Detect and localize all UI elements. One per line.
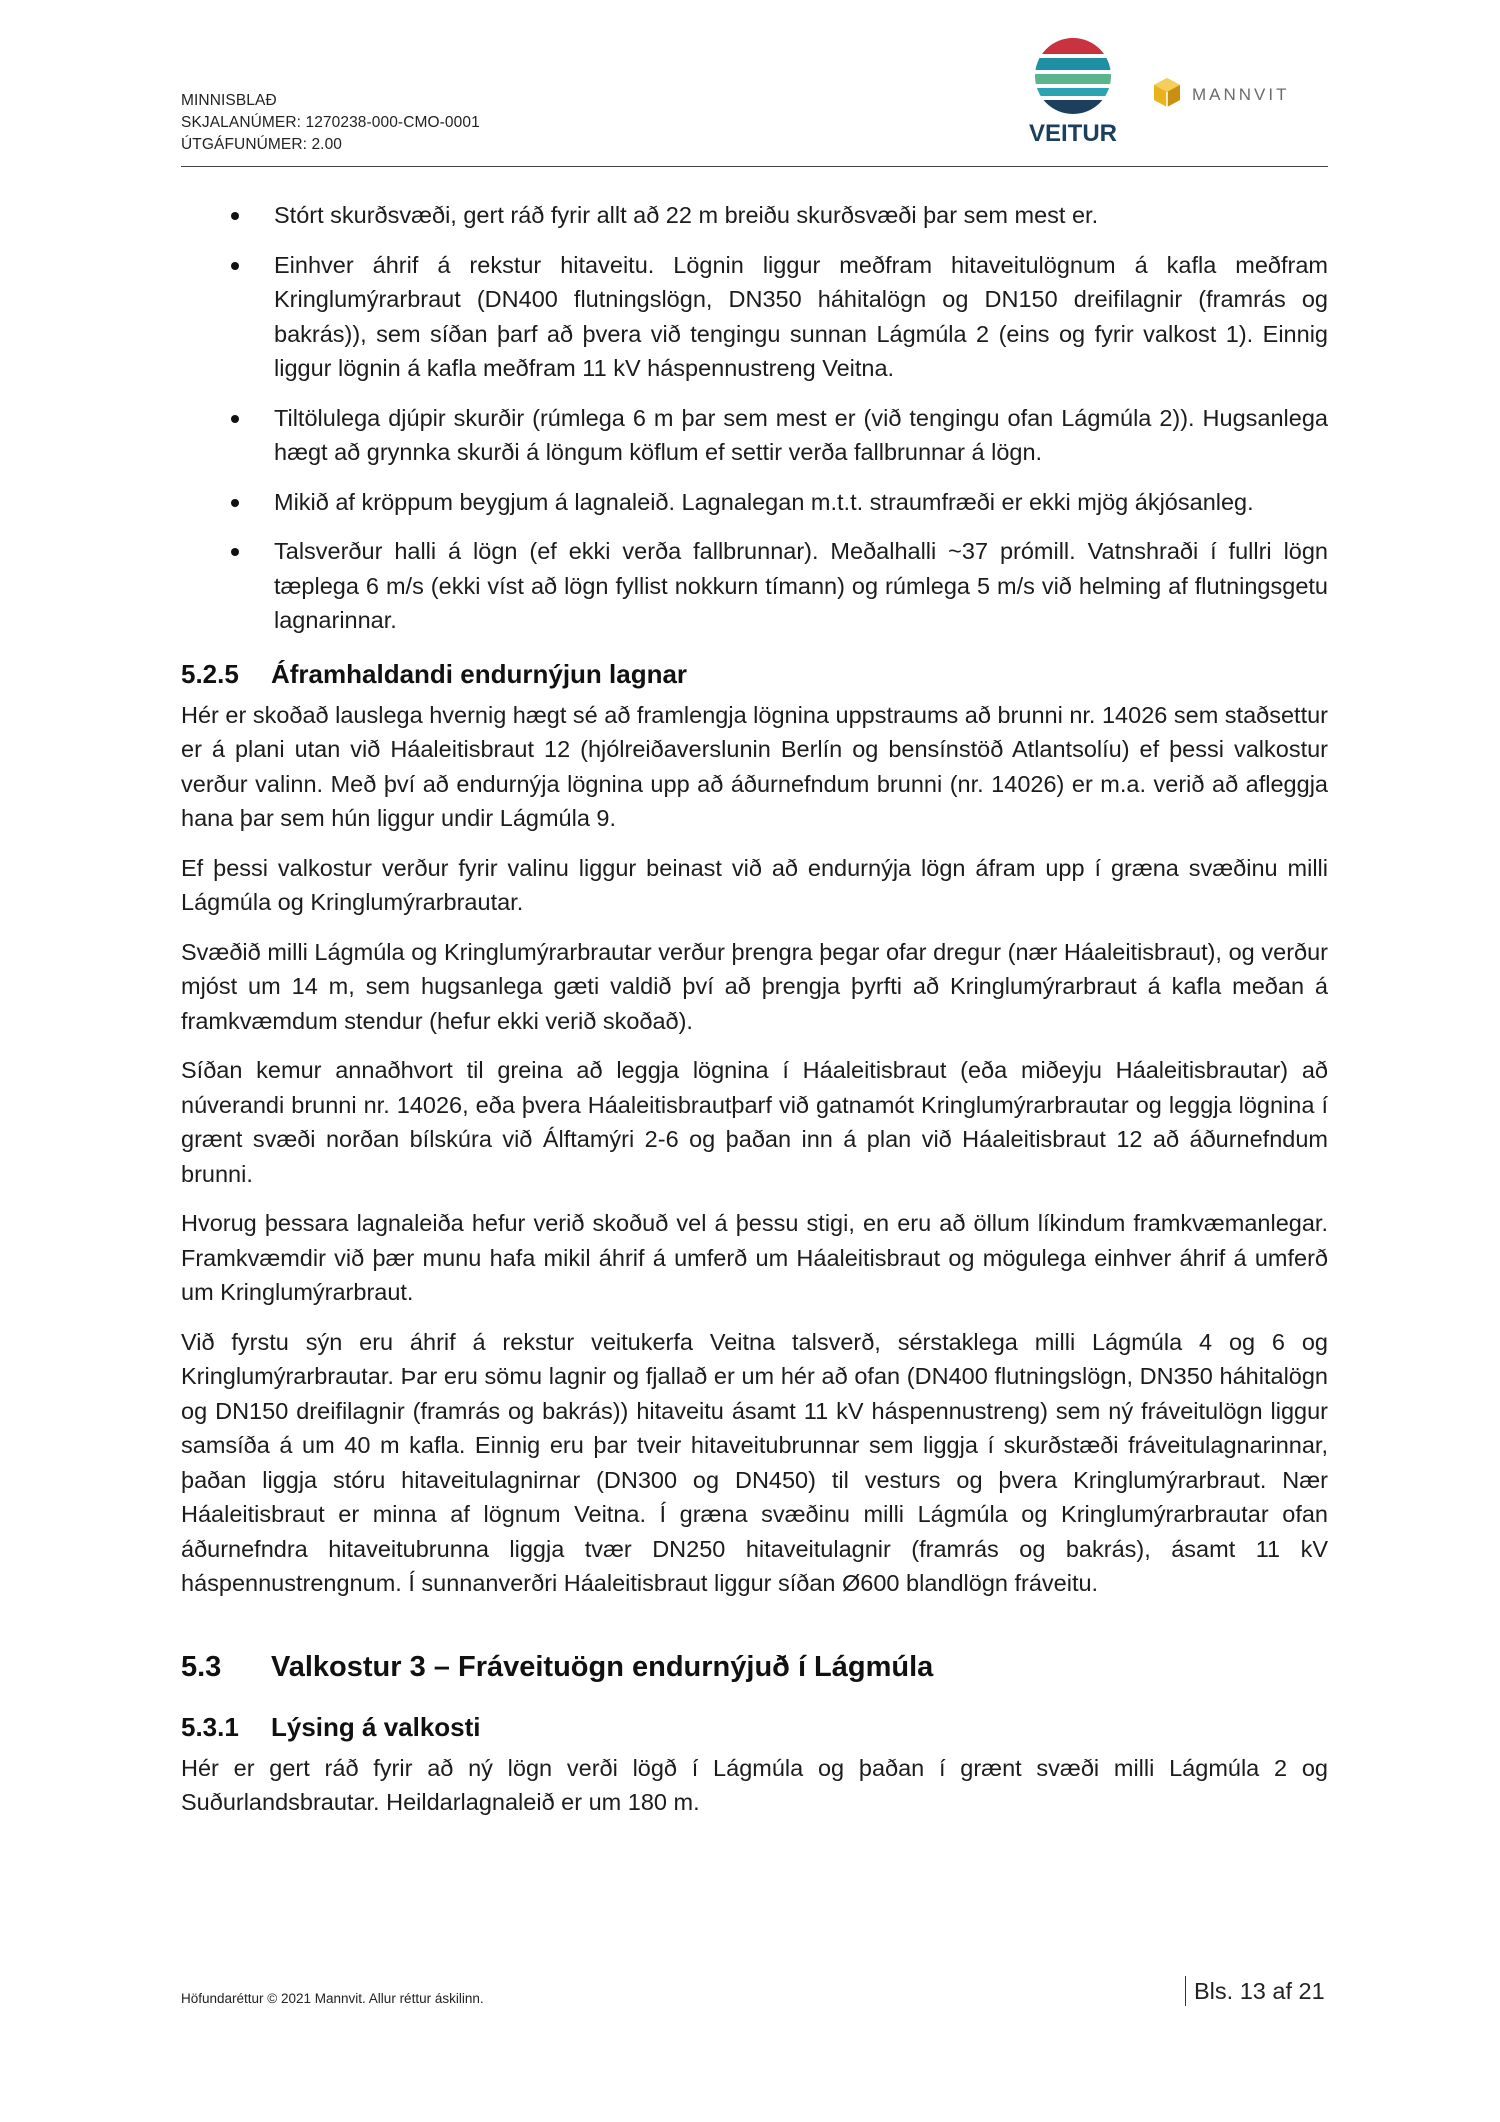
section-heading-5-3-1 [181,1709,1328,1745]
bullet-item: Mikið af kröppum beygjum á lagnaleið. Lagnalegan m.t.t. straumfræði er ekki mjög ákjósanleg. [181,485,1328,520]
section-title: Valkostur 3 – Fráveituögn endurnýjuð í Lágmúla [271,1650,934,1683]
section-number: 5.3 [181,1650,222,1683]
paragraph: Við fyrstu sýn eru áhrif á rekstur veitukerfa Veitna talsverð, sérstaklega milli Lágmúla 4 og 6 og Kringlumýrarbrautar. Þar eru sömu lagnir og fjallað er um hér að ofan (DN400 flutningslögn, DN350 háhitalögn og DN150 dreifilagnir (framrás og bakrás)) hitaveitu ásamt 11 kV háspennustreng) sem ný fráveitulögn liggur samsíða á um 40 m kafla. Einnig eru þar tveir hitaveitubrunnar sem liggja í skurðstæði fráveitulagnarinnar, þaðan liggja stóru hitaveitulagnirnar (DN300 og DN450) til vesturs og þvera Kringlumýrarbraut. Nær Háaleitisbraut er minna af lögnum Veitna. Í græna svæðinu milli Lágmúla og Kringlumýrarbrautar ofan áðurnefndra hitaveitubrunna liggja tvær DN250 hitaveitulagnir (framrás og bakrás), ásamt 11 kV háspennustrengnum. Í sunnanverðri Háaleitisbraut liggur síðan Ø600 blandlögn fráveitu. [181,1328,1328,1596]
paragraph: Síðan kemur annaðhvort til greina að leggja lögnina í Háaleitisbraut (eða miðeyju Háaleitisbrautar) að núverandi brunni nr. 14026, eða þvera Háaleitisbrautþarf við gatnamót Kringlumýrarbrautar og leggja lögnina í grænt svæði norðan bílskúra við Álftamýri 2-6 og þaðan inn á plan við Háaleitisbraut 12 að áðurnefndum brunni. [181,1057,1328,1187]
section-title: Lýsing á valkosti [271,1711,481,1742]
paragraph: Ef þessi valkostur verður fyrir valinu liggur beinast við að endurnýja lögn áfram upp í græna svæðinu milli Lágmúla og Kringlumýrarbrautar. [181,854,1328,915]
section-heading-5-2-5 [181,656,1328,692]
document-version: ÚTGÁFUNÚMER: 2.00 [181,136,343,153]
paragraph: Hér er skoðað lauslega hvernig hægt sé að framlengja lögnina uppstraums að brunni nr. 14026 sem staðsettur er á plani utan við Háaleitisbraut 12 (hjólreiðaverslunin Berlín og bensínstöð Atlantsolíu) ef þessi valkostur verður valinn. Með því að endurnýja lögnina upp að áðurnefndum brunni (nr. 14026) er m.a. verið að afleggja hana þar sem hún liggur undir Lágmúla 9. [181,701,1328,831]
document-number: SKJALANÚMER: 1270238-000-CMO-0001 [181,114,480,131]
veitur-logo [1018,36,1128,148]
mannvit-logo [1150,76,1335,112]
document-header-meta [181,90,480,156]
section-number: 5.3.1 [181,1711,239,1742]
section-number: 5.2.5 [181,658,239,689]
header-divider [181,166,1328,167]
mannvit-logo-text: MANNVIT [1192,85,1290,104]
section-title: Áframhaldandi endurnýjun lagnar [271,658,688,689]
document-body [181,198,1328,1835]
bullet-list [181,198,1328,638]
page-number: Bls. 13 af 21 [1185,1976,1325,2006]
footer-copyright: Höfundaréttur © 2021 Mannvit. Allur réttur áskilinn. [181,1991,484,2006]
paragraph: Hvorug þessara lagnaleiða hefur verið skoðuð vel á þessu stigi, en eru að öllum líkindum framkvæmanlegar. Framkvæmdir við þær munu hafa mikil áhrif á umferð um Háaleitisbraut og mögulega einhver áhrif á umferð um Kringlumýrarbraut. [181,1210,1328,1305]
veitur-logo-text: VEITUR [1028,120,1118,147]
bullet-item: Tiltölulega djúpir skurðir (rúmlega 6 m þar sem mest er (við tengingu ofan Lágmúla 2)). Hugsanlega hægt að grynnka skurði á löngum köflum ef settir verða fallbrunnar á lögn. [181,401,1328,470]
bullet-item: Stórt skurðsvæði, gert ráð fyrir allt að 22 m breiðu skurðsvæði þar sem mest er. [181,198,1328,233]
paragraph: Svæðið milli Lágmúla og Kringlumýrarbrautar verður þrengra þegar ofar dregur (nær Háaleitisbraut), og verður mjóst um 14 m, sem hugsanlega gæti valdið því að þrengja þyrfti að Kringlumýrarbraut á kafla meðan á framkvæmdum stendur (hefur ekki verið skoðað). [181,938,1328,1034]
paragraph: Hér er gert ráð fyrir að ný lögn verði lögð í Lágmúla og þaðan í grænt svæði milli Lágmúla 2 og Suðurlandsbrautar. Heildarlagnaleið er um 180 m. [181,1754,1328,1815]
section-heading-5-3 [181,1647,1328,1687]
document-type: MINNISBLAÐ [181,92,277,109]
mannvit-hexagon-icon [1154,78,1180,107]
bullet-item: Talsverður halli á lögn (ef ekki verða fallbrunnar). Meðalhalli ~37 prómill. Vatnshraði í fullri lögn tæplega 6 m/s (ekki víst að lögn fyllist nokkurn tímann) og rúmlega 5 m/s við helming af flutningsgetu lagnarinnar. [181,534,1328,638]
bullet-item: Einhver áhrif á rekstur hitaveitu. Lögnin liggur meðfram hitaveitulögnum á kafla meðfram Kringlumýrarbraut (DN400 flutningslögn, DN350 háhitalögn og DN150 dreifilagnir (framrás og bakrás)), sem síðan þarf að þvera við tengingu sunnan Lágmúla 2 (eins og fyrir valkost 1). Einnig liggur lögnin á kafla meðfram 11 kV háspennustreng Veitna. [181,248,1328,386]
